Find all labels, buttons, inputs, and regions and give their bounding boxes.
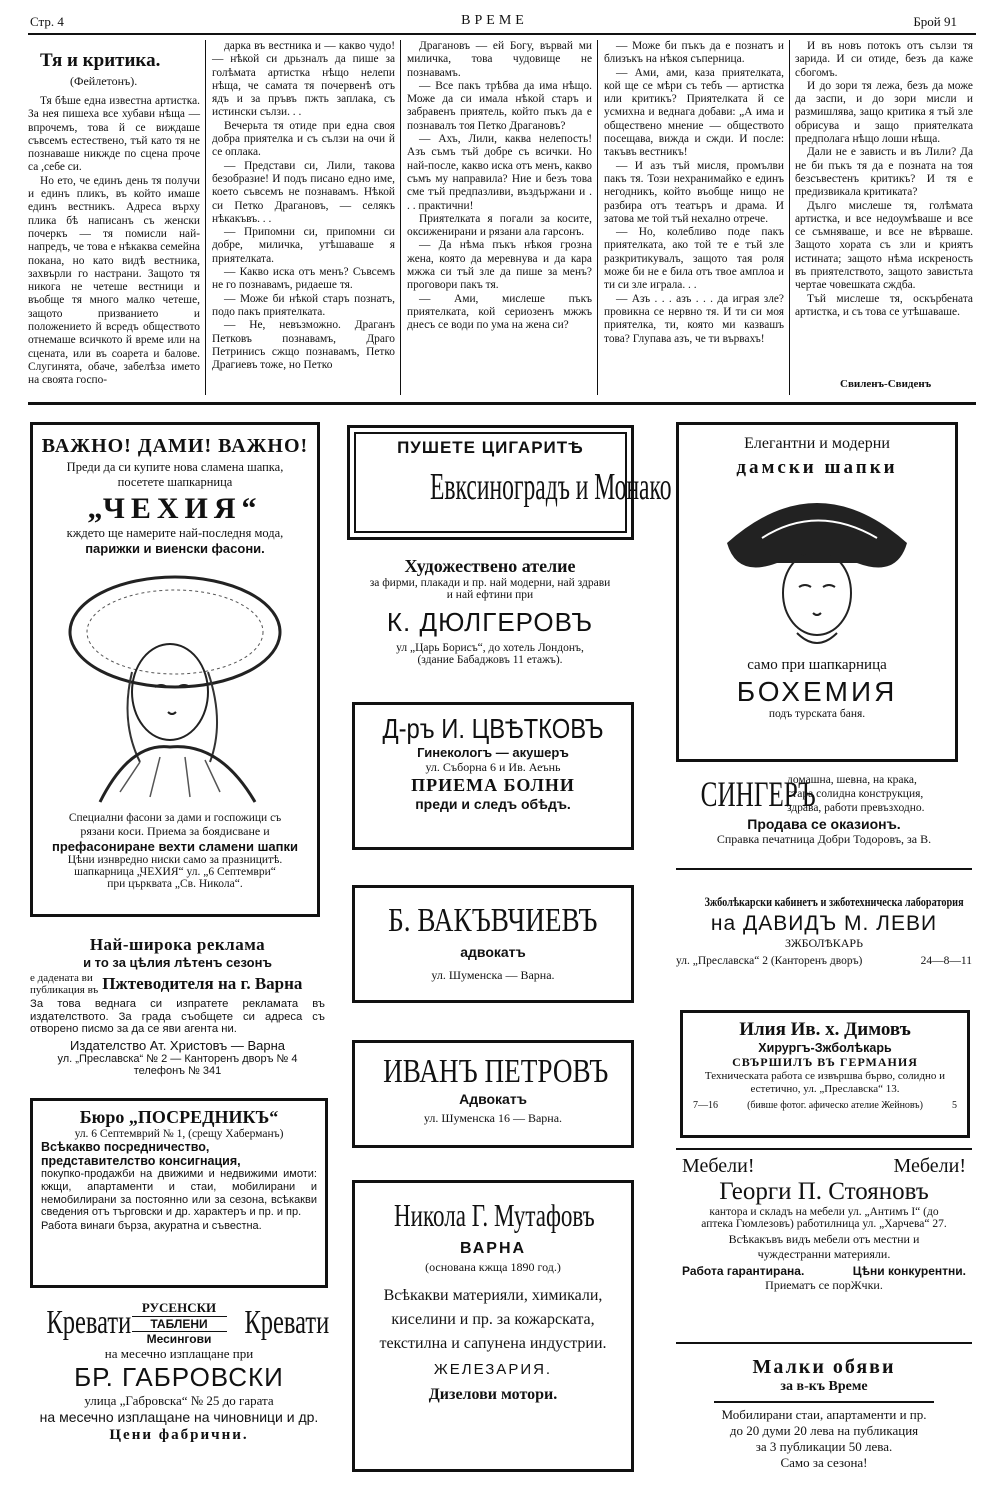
- ad-text: Дизелови мотори.: [428, 1386, 558, 1403]
- ad-mutafov: [352, 1180, 634, 1472]
- ad-text: киселини и пр. за кожарската,: [391, 1311, 595, 1328]
- ad-headline: Най-широка реклама: [89, 935, 266, 954]
- ad-inner-frame: [354, 432, 672, 533]
- paragraph: И до зори тя лежа, безъ да може да заспи, и до зори мисли и размишлява, защо критика я тъй зле обрисува и защо приятелката предполага нѣщо лоши нѣща.: [795, 79, 973, 146]
- paragraph: И въ новъ потокъ отъ сълзи тя зарида. И си отиде, безъ да каже сбогомъ.: [795, 40, 973, 79]
- paragraph: Приятелката я погали за косите, оксиженирани и рязани ала гарсонъ.: [407, 212, 592, 239]
- ad-text: 7—16: [693, 1100, 718, 1111]
- ad-text: Гинекологъ — акушеръ: [417, 745, 569, 760]
- ad-text: е дадената ви: [30, 972, 93, 984]
- ad-text: за фирми, плакади и пр. най модерни, най здрави: [369, 577, 611, 589]
- paragraph: дарка въ вестника и — какво чудо! — нѣкой си дрьзналъ да пише за голѣмата артистка нѣщо нелепи нѣща, че самата тя почервенѣ отъ ядъ и за пръвъ пжть заплака, съ истински сълзи. . .: [212, 40, 395, 119]
- lady-hat-illustration: [60, 562, 290, 802]
- ad-headline: дамски шапки: [736, 457, 898, 478]
- ad-text: Елегантни и модерни: [744, 435, 890, 452]
- ad-text: Всѣкакви материяли, химикали,: [383, 1287, 603, 1304]
- ad-lawyer-name: Б. ВАКЪВЧИЕВЪ: [388, 902, 598, 939]
- ad-text: ул. „Преславска“ № 2 — Канторенъ дворъ № 4: [57, 1052, 298, 1065]
- ad-levi: [676, 895, 972, 995]
- ad-shop-name: „ЧЕХИЯ“: [87, 492, 263, 525]
- section-rule: [676, 868, 972, 870]
- ad-text: публикация въ: [30, 984, 99, 996]
- ad-text: Работа гарантирана.: [682, 1264, 805, 1278]
- ad-text: аптека Гюмлезовъ) работилница ул. „Харчева“ 27.: [701, 1218, 947, 1230]
- ad-text: Зжболѣкарски кабинетъ и зжботехническа лаборатория: [704, 895, 964, 909]
- ad-text: ул. „Преславска“ 2 (Канторенъ дворъ): [676, 955, 863, 967]
- ad-company-name: Георги П. Стояновъ: [719, 1178, 929, 1205]
- paragraph: — Може би пъкъ да е познатъ и близъкъ на нѣкоя съперница.: [604, 40, 784, 66]
- ad-text: Издателство Ат. Христовъ — Варна: [70, 1037, 285, 1053]
- ad-krevati-row: [30, 1300, 328, 1346]
- paragraph: — Какво иска отъ менъ? Съвсемъ не го познавамъ, ридаеше тя.: [212, 266, 395, 292]
- column-rule: [789, 40, 790, 395]
- paragraph: Но ето, че единъ день тя получи и единъ пликъ, въ който имаше единъ вестникъ. Адреса върху плика бѣ написанъ съ женски почеркъ — тя помисли най-напредъ, че това е нѣкаква семейна покана, но като видѣ вестника, захвърли го настрани. Защото тя никога не четеше вестници и въобще тя много малко четеше, защото призванието и положението й всредъ обществото отнемаше всичкото й време или на сцената, или въ соарета и балове. Слугинята, обаче, забелѣза името на своята госпо-: [28, 174, 200, 387]
- ad-text: при църквата „Св. Никола“.: [107, 878, 243, 890]
- section-rule: [676, 1342, 972, 1344]
- feuilleton-column-2: [212, 40, 395, 395]
- ad-brand-row: [30, 972, 325, 996]
- ad-headline: ПУШЕТЕ ЦИГАРИТѢ: [397, 438, 584, 457]
- paragraph: — Да нѣма пъкъ нѣкоя грозна жена, която да меревнува и да кара мжжа си тъй зле да пише за менъ? проговори пакъ тя.: [407, 239, 592, 292]
- ad-text: Мобилирани стаи, апартаменти и пр.: [721, 1407, 927, 1422]
- ad-doctor-name: Илия Ив. х. Димовъ: [739, 1019, 911, 1040]
- ad-text: парижки и виенски фасони.: [85, 541, 265, 556]
- ad-singer: [676, 772, 972, 862]
- paragraph: — Азъ . . . азъ . . . да играя зле? провикна се нервно тя. И ти си моя приятелка, ти, която ми казвашъ това? Глупава азъ, че ти вървахъ!: [604, 292, 784, 345]
- ad-footer-row: [676, 1264, 972, 1278]
- ad-text: Месингови: [146, 1332, 212, 1346]
- column-rule: [597, 40, 598, 395]
- ad-cigarettes: [347, 425, 672, 540]
- paragraph: — Все пакъ трѣбва да има нѣщо. Може да си имала нѣкой старъ и забравенъ приятель, който пъкъ да е познавалъ тоя Петко Драгановъ?: [407, 79, 592, 132]
- ad-address-row: [676, 955, 972, 967]
- ad-text: и най ефтини при: [446, 589, 534, 601]
- ad-text: рязани коси. Приема за боядисване и: [80, 824, 270, 838]
- ad-company-name: Никола Г. Мутафовъ: [394, 1197, 595, 1233]
- page-number: Стр. 4: [30, 14, 64, 29]
- feuilleton-column-5: [795, 40, 973, 375]
- ad-text: Специални фасони за дами и госпожици съ: [68, 812, 282, 824]
- feuilleton-signature: Свиленъ-Свиденъ: [840, 378, 932, 390]
- ad-text: и то за цѣлия лѣтенъ сезонъ: [83, 955, 272, 970]
- ad-lawyer-name: ИВАНЪ ПЕТРОВЪ: [383, 1053, 609, 1090]
- ad-mebeli-row: [676, 1155, 972, 1178]
- ad-headline: Мебели!: [893, 1155, 966, 1177]
- paragraph: — Но, колебливо поде пакъ приятелката, ако той те е тъй зле разкритикувалъ, защото тая роля може би не е била отъ твое амплоа и ти си зле играла. . .: [604, 226, 784, 292]
- ad-shop-name: БОХЕМИЯ: [736, 676, 898, 707]
- ad-text: кантора и складъ на мебели ул. „Антимъ I“ (до: [709, 1206, 939, 1218]
- ad-tsvetkov: [352, 702, 634, 850]
- ad-text: 5: [952, 1100, 957, 1111]
- ad-text: посетете шапкарница: [117, 475, 233, 489]
- ad-text: ЖЕЛЕЗАРИЯ.: [433, 1361, 553, 1378]
- ad-text: Само за сезона!: [780, 1455, 868, 1470]
- paragraph: Дълго мислеше тя, голѣмата артистка, и все недоумѣваше и все се съмняваше, и все не вѣрваше. Защото хората съ зли и криятъ истината; защото нѣма искреность въ приятелството, защото завистьта чертае човешката сждба.: [795, 199, 973, 292]
- ad-dimov: [680, 1010, 970, 1138]
- header-rule: [28, 33, 976, 35]
- ad-krevati-left: Кревати: [46, 1304, 132, 1341]
- ad-text: до 20 думи 20 лева на публикация: [729, 1423, 919, 1438]
- ad-headline: Художествено ателие: [404, 556, 576, 576]
- column-rule: [205, 40, 206, 395]
- ad-text: ул. 6 Септемврий № 1, (срещу Хаберманъ): [74, 1128, 284, 1140]
- newspaper-title: ВРЕМЕ: [461, 13, 528, 28]
- ad-text: (здание Бабаджовъ 11 етажъ).: [417, 654, 563, 666]
- ad-text: ул. Шуменска — Варна.: [431, 968, 555, 982]
- ad-text: адвокатъ: [460, 944, 526, 960]
- paragraph: Тъй мислеше тя, оскърбената артистка, и съ това се утѣшаваше.: [795, 292, 973, 318]
- ad-reklama: [30, 935, 325, 1090]
- ad-text: ул. Шуменска 16 — Варна.: [423, 1111, 563, 1125]
- ad-doctor-name: на ДАВИДЪ М. ЛЕВИ: [710, 912, 938, 935]
- ad-text: Техническата работа се извършва бърво, солидно и естетично, ул. „Преславска“ 13.: [704, 1070, 946, 1095]
- lady-hat-illustration: [707, 483, 927, 653]
- ad-text: ЗЖБОЛѢКАРЬ: [785, 936, 863, 950]
- ad-text: За това веднага си изпратете рекламата въ издателството. За града съобщете си адреса съ отворено писмо за да се яви агента ни.: [30, 998, 325, 1035]
- ad-text: Работа винаги бърза, акуратна и съвестна.: [41, 1220, 262, 1233]
- ad-footer-row: [693, 1100, 957, 1111]
- ad-text: здрава, работи превъзходно.: [787, 802, 925, 814]
- section-rule: [676, 1148, 972, 1150]
- ad-text: Продава се оказионъ.: [747, 816, 901, 832]
- ad-headline: Малки обяви: [752, 1356, 896, 1378]
- ad-text: за в-къ Време: [780, 1379, 868, 1394]
- feuilleton-title: Тя и критика.: [40, 50, 161, 71]
- ad-text: само при шапкарница: [747, 657, 887, 673]
- paragraph: — Ахъ, Лили, каква нелепость! Азъ съмъ тъй добре съ всички. Но най-после, какво иска отъ менъ, какво съмъ му направила? Ние и безъ това сме тъй предпазливи, въздържани и . . . практични!: [407, 133, 592, 212]
- paragraph: — Ами, мислеше пъкъ приятелката, кой сериозенъ мжжъ днесъ се води по ума на жена си?: [407, 292, 592, 332]
- ad-text: ПРИЕМА БОЛНИ: [411, 775, 575, 795]
- ad-text: домашна, шевна, на крака,: [787, 774, 917, 786]
- ad-vakavchiev: [352, 885, 634, 1003]
- ad-posrednik: [30, 1098, 328, 1288]
- ad-text: на месечно изплащане при: [104, 1346, 254, 1361]
- ad-text: (основана кжща 1890 год.): [425, 1260, 561, 1274]
- ad-headline: Бюро „ПОСРЕДНИКЪ“: [79, 1107, 279, 1127]
- ad-brand: СИНГЕРЪ: [700, 774, 816, 814]
- ad-city: ВАРНА: [459, 1240, 527, 1257]
- ad-text: ул. Съборна 6 и Ив. Аеънь: [425, 760, 561, 774]
- paragraph: — Припомни си, припомни си добре, миличка, утѣшаваше я приятелката.: [212, 226, 395, 265]
- ad-text: текстилна и сапунена индустрии.: [379, 1335, 607, 1352]
- paragraph: Дали не е зависть и въ Лили? Да не би пъкъ тя да е позната на тоя безсъвестенъ критикъ? И тя е предизвикала критиката?: [795, 146, 973, 199]
- ad-bohemia: [676, 422, 958, 762]
- feuilleton-subtitle: (Фейлетонъ).: [70, 74, 138, 88]
- ad-text: улица „Габровска“ № 25 до гарата: [84, 1393, 274, 1408]
- ad-singer-row: [676, 772, 972, 816]
- paragraph: — Не, невъзможно. Драганъ Петковъ познавамъ, Драго Петринисъ сжщо познавамъ, Петко Драгиевъ тоже, но Петко: [212, 319, 395, 372]
- ad-doctor-name: Д-ръ И. ЦВѢТКОВЪ: [382, 713, 604, 744]
- paragraph: Тя бѣше една известна артистка. За нея пишеха все хубави нѣща — впрочемъ, това й се виждаше съвсемъ естествено, тъй като тя не познаваше никжде по сцена проче са ,себе си.: [28, 95, 200, 174]
- paragraph: — И азъ тъй мисля, промълви пакъ тя. Този нехранимайко е единъ негодникъ, който въобще нищо не разбира отъ театъръ и драма. И затова ме той тъй нехално отрече.: [604, 159, 784, 225]
- ad-text: (бивше фотог. афическо ателие Жейновъ): [747, 1100, 923, 1111]
- ad-text: подъ турската баня.: [768, 708, 866, 720]
- ad-company-name: К. ДЮЛГЕРОВЪ: [386, 607, 594, 637]
- ad-stoyanov: [676, 1155, 972, 1335]
- column-rule: [400, 40, 401, 395]
- ad-krevati-right: Кревати: [244, 1304, 330, 1341]
- ad-petrov: [352, 1040, 634, 1148]
- feuilleton-column-4: [604, 40, 784, 395]
- ad-text: 24—8—11: [920, 955, 972, 967]
- ad-text: СВЪРШИЛЪ ВЪ ГЕРМАНИЯ: [732, 1055, 918, 1069]
- ad-text: на месечно изплащане на чиновници и др.: [39, 1409, 319, 1425]
- ad-text: чуждестранни материяли.: [757, 1247, 891, 1261]
- ad-text: Приематъ се порЖчки.: [765, 1278, 883, 1292]
- ad-text: стара солидна конструкция,: [787, 788, 924, 800]
- feuilleton-column-1: [28, 95, 200, 395]
- ad-classifieds: [676, 1356, 972, 1486]
- paragraph: Драгановъ — ей Богу, вървай ми миличка, това чудовище не познавамъ.: [407, 40, 592, 79]
- ad-brand: Евксиноградъ и Монако: [430, 466, 672, 508]
- ad-text: кждето ще намерите най-последня мода,: [66, 526, 284, 540]
- ad-dulgerov: [340, 556, 640, 691]
- ad-text: телефонъ № 341: [133, 1064, 222, 1077]
- ad-text-block: [30, 972, 98, 996]
- ad-text: Хирургъ-Зжболѣкарь: [758, 1041, 892, 1055]
- paragraph: Вечерьта тя отиде при една своя добра приятелка и съ сълзи на очи й се оплака.: [212, 119, 395, 159]
- issue-number: Брой 91: [913, 14, 957, 29]
- ad-text: Всѣкакъвъ видъ мебели отъ местни и: [728, 1232, 920, 1246]
- ad-text: Справка печатница Добри Тодоровъ, за В.: [716, 832, 932, 846]
- ad-text: шапкарница „ЧЕХИЯ“ ул. „6 Септември“: [74, 866, 276, 878]
- ad-text: Преди да си купите нова сламена шапка,: [66, 460, 284, 474]
- paragraph: — Представи си, Лили, такова безобразие! И подъ писано едно име, което съвсемъ не познавамъ. Нѣкой си Петко Драгановъ, — селякъ нѣкакъвъ. . .: [212, 159, 395, 225]
- ad-gabrovski: [30, 1300, 328, 1490]
- ad-text: за 3 публикации 50 лева.: [755, 1439, 893, 1454]
- ad-text: Всѣкакво посредничество, представителство консигнация,: [41, 1140, 241, 1168]
- ad-text: РУСЕНСКИ: [132, 1300, 227, 1317]
- paragraph: — Може би нѣкой старъ познатъ, подо пакъ приятелката.: [212, 292, 395, 318]
- ad-text: Адвокатъ: [459, 1091, 527, 1107]
- ad-text: префасониране вехти сламени шапки: [51, 839, 299, 854]
- ad-text: Цѣни изнвредно ниски само за празницитѣ.: [67, 854, 283, 866]
- feuilleton-column-3: [407, 40, 592, 395]
- divider: [714, 1401, 934, 1403]
- ad-text: ул „Царь Борисъ“, до хотель Лондонъ,: [396, 642, 584, 654]
- ad-text: Цѣни конкурентни.: [852, 1264, 966, 1278]
- section-rule: [28, 402, 976, 405]
- ad-brand: Пжтеводителя на г. Варна: [102, 974, 303, 993]
- ad-text: покупко-продажби на движими и недвижими имоти: кжщи, апартаменти и стаи, мобилирани и немобилирани за постоянно или за сезона, всѣкакви сведения отъ търговски и др. характеръ и пр. и пр.: [41, 1168, 317, 1219]
- ad-text: Цени фабрични.: [109, 1427, 249, 1443]
- ad-text: ТАБЛЕНИ: [132, 1317, 227, 1332]
- ad-chehia: [30, 422, 320, 917]
- ad-headline: Мебели!: [682, 1155, 755, 1177]
- ad-types: [132, 1300, 227, 1346]
- paragraph: — Ами, ами, каза приятелката, кой ще се мѣри съ тебъ — артистка или критикъ? Приятелката й се усмихна и веднага добави: „А има и обществено мнение — обществото посещава, вижда и сжди. И после: такъвъ вестникъ!: [604, 66, 784, 159]
- ad-company-name: БР. ГАБРОВСКИ: [74, 1362, 284, 1392]
- ad-text: преди и следъ обѣдъ.: [415, 796, 571, 812]
- ad-headline: ВАЖНО! ДАМИ! ВАЖНО!: [41, 435, 309, 457]
